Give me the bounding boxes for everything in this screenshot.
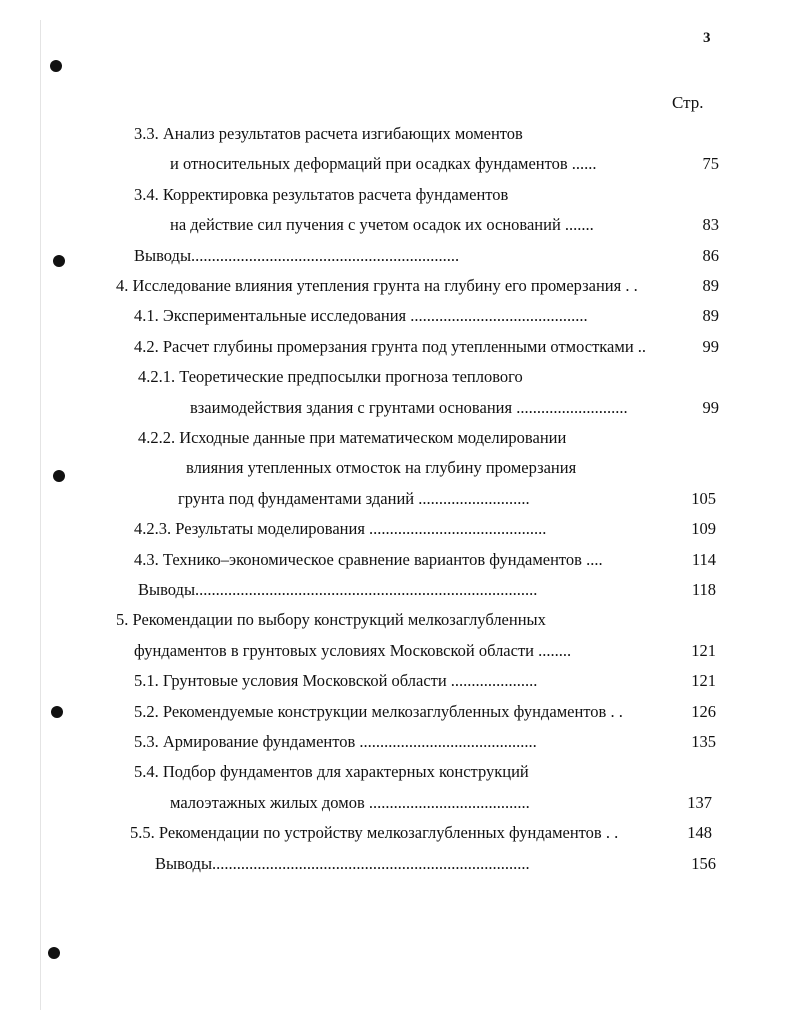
toc-entry-text: взаимодействия здания с грунтами основания ........................... — [190, 397, 628, 417]
binder-hole-mark — [50, 60, 62, 72]
toc-entry-page-number: 99 — [702, 336, 719, 356]
toc-entry-text: 4.2.1. Теоретические предпосылки прогноза теплового — [138, 367, 523, 387]
scan-edge-line — [40, 20, 41, 1010]
toc-entry-page-number: 83 — [702, 215, 719, 235]
toc-entry-text: 4.2.2. Исходные данные при математическом моделировании — [138, 428, 567, 447]
toc-entry-page-number: 126 — [691, 701, 716, 721]
toc-entry-text: 3.4. Корректировка результатов расчета фундаментов — [134, 184, 509, 204]
toc-entry-text: 4.2. Расчет глубины промерзания грунта под утепленными отмостками .. — [134, 336, 647, 356]
toc-entry-text: 4.2.3. Результаты моделирования ........................................... — [134, 519, 547, 539]
toc-entry-text: 3.3. Анализ результатов расчета изгибающих моментов — [134, 124, 523, 143]
toc-entry-page-number: 105 — [691, 488, 716, 508]
toc-entry-text: грунта под фундаментами зданий ........................... — [178, 488, 530, 508]
toc-entry-text: фундаментов в грунтовых условиях Московской области ........ — [134, 640, 572, 660]
toc-entry-text: 4.1. Экспериментальные исследования ........................................... — [134, 306, 588, 326]
toc-entry-text: 4.3. Технико–экономическое сравнение вариантов фундаментов .... — [134, 549, 603, 569]
toc-entry-text: на действие сил пучения с учетом осадок их оснований ....... — [170, 215, 594, 235]
binder-hole-mark — [51, 706, 63, 718]
toc-entry-page-number: 148 — [687, 823, 712, 843]
toc-entry-page-number: 121 — [691, 640, 716, 660]
toc-entry-text: 4. Исследование влияния утепления грунта на глубину его промерзания . . — [116, 276, 638, 295]
toc-entry-page-number: 118 — [691, 580, 716, 599]
toc-entry-page-number: 135 — [691, 732, 716, 751]
toc-entry-text: 5.1. Грунтовые условия Московской области ..................... — [134, 671, 538, 691]
toc-entry-text: 5. Рекомендации по выбору конструкций мелкозаглубленных — [116, 610, 546, 630]
toc-entry-text: 5.4. Подбор фундаментов для характерных конструкций — [134, 762, 529, 782]
toc-entry-page-number: 86 — [702, 245, 719, 265]
toc-entry-page-number: 89 — [702, 306, 719, 326]
toc-entry-text: 5.2. Рекомендуемые конструкции мелкозаглубленных фундаментов . . — [134, 701, 623, 721]
toc-entry-text: Выводы............................................................................. — [155, 853, 530, 873]
toc-entry-page-number: 156 — [691, 853, 716, 873]
binder-hole-mark — [48, 947, 60, 959]
toc-entry-text: малоэтажных жилых домов ....................................... — [170, 792, 530, 812]
toc-entry-text: 5.3. Армирование фундаментов ........................................... — [134, 732, 537, 751]
toc-entry-text: Выводы................................................................................... — [138, 580, 538, 599]
toc-entry-page-number: 121 — [691, 671, 716, 691]
page-column-header: Стр. — [672, 93, 704, 112]
toc-entry-page-number: 137 — [687, 792, 712, 812]
toc-entry-page-number: 89 — [702, 276, 719, 295]
page-number: 3 — [703, 30, 711, 46]
toc-entry-text: Выводы................................................................. — [134, 245, 460, 265]
toc-entry-page-number: 75 — [702, 154, 719, 174]
binder-hole-mark — [53, 255, 65, 267]
toc-entry-page-number: 109 — [691, 519, 716, 539]
toc-entry-text: 5.5. Рекомендации по устройству мелкозаглубленных фундаментов . . — [130, 823, 619, 843]
toc-entry-text: влияния утепленных отмосток на глубину промерзания — [186, 458, 577, 478]
toc-entry-page-number: 114 — [691, 549, 716, 569]
toc-entry-text: и относительных деформаций при осадках фундаментов ...... — [170, 154, 597, 174]
toc-entry-page-number: 99 — [702, 397, 719, 417]
binder-hole-mark — [53, 470, 65, 482]
